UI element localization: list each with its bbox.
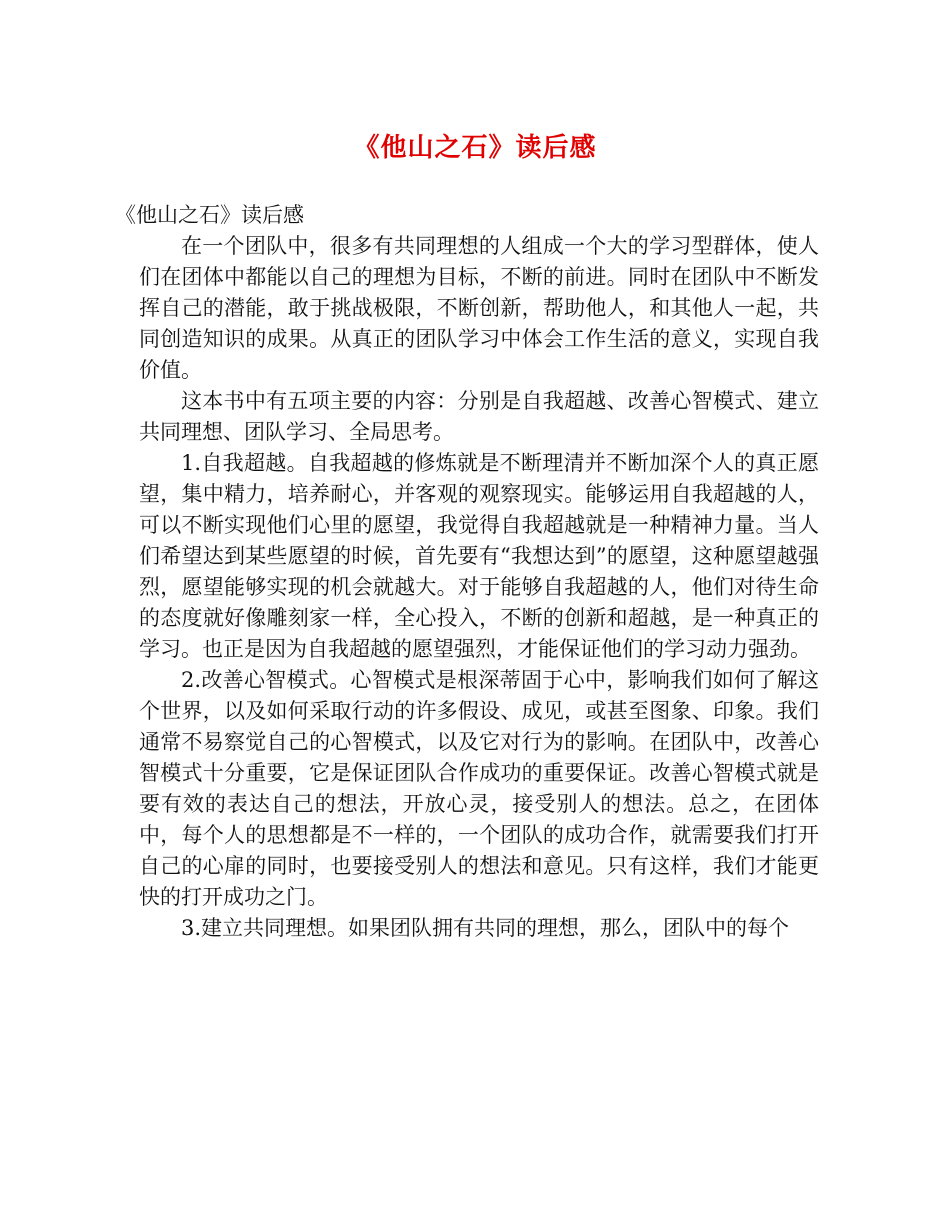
paragraph-intro: 在一个团队中，很多有共同理想的人组成一个大的学习型群体，使人们在团体中都能以自己的理想为目标，不断的前进。同时在团队中不断发挥自己的潜能，敢于挑战极限，不断创新，帮助他人，和其他人一起，共同创造知识的成果。从真正的团队学习中体会工作生活的意义，实现自我价值。 [139, 234, 819, 382]
paragraph-mental-models: 2.改善心智模式。心智模式是根深蒂固于心中，影响我们如何了解这个世界，以及如何采取行动的许多假设、成见，或甚至图象、印象。我们通常不易察觉自己的心智模式，以及它对行为的影响。在团队中，改善心智模式十分重要，它是保证团队合作成功的重要保证。改善心智模式就是要有效的表达自己的想法，开放心灵，接受别人的想法。总之，在团体中，每个人的思想都是不一样的，一个团队的成功合作，就需要我们打开自己的心扉的同时，也要接受别人的想法和意见。只有这样，我们才能更快的打开成功之门。 [139, 668, 819, 909]
paragraph-self-mastery: 1.自我超越。自我超越的修炼就是不断理清并不断加深个人的真正愿望，集中精力，培养耐心，并客观的观察现实。能够运用自我超越的人，可以不断实现他们心里的愿望，我觉得自我超越就是一种精神力量。当人们希望达到某些愿望的时候，首先要有“我想达到”的愿望，这种愿望越强烈，愿望能够实现的机会就越大。对于能够自我超越的人，他们对待生命的态度就好像雕刻家一样，全心投入，不断的创新和超越，是一种真正的学习。也正是因为自我超越的愿望强烈，才能保证他们的学习动力强劲。 [139, 451, 819, 661]
paragraph-overview: 这本书中有五项主要的内容：分别是自我超越、改善心智模式、建立共同理想、团队学习、全局思考。 [139, 389, 819, 444]
paragraph-shared-vision: 3.建立共同理想。如果团队拥有共同的理想，那么，团队中的每个 [181, 916, 790, 940]
document-body [115, 200, 819, 944]
document-subtitle: 《他山之石》读后感 [115, 203, 304, 227]
document-title: 《他山之石》读后感 [353, 133, 597, 163]
